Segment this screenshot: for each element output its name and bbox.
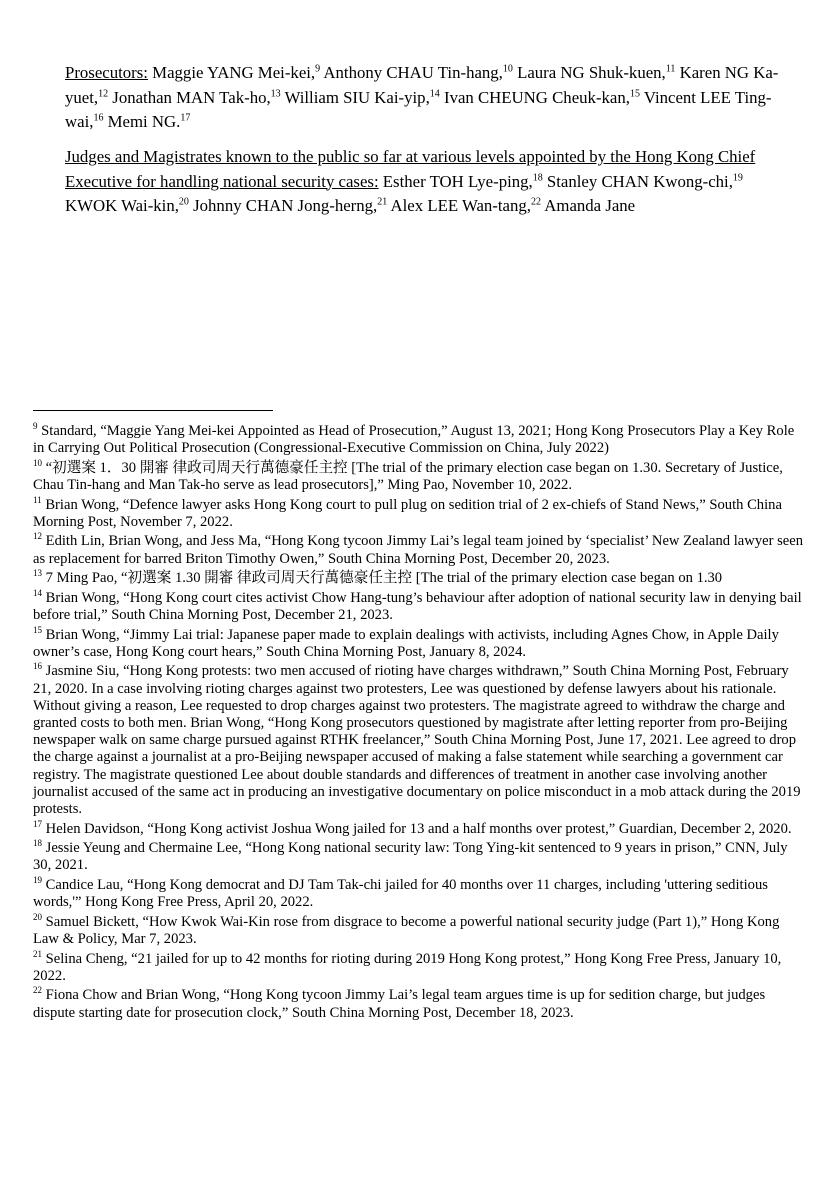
footnote [33,911,805,948]
footnote [33,457,805,494]
footnote-text: 7 Ming Pao, “初選案 1.30 開審 律政司周天行萬德豪任主控 [The trial of the primary election case began on 1.30 [42,570,723,587]
footnote [33,948,805,985]
footnote [33,818,805,838]
judge-name: Amanda Jane [541,196,636,215]
prosecutor-name: Jonathan MAN Tak-ho, [108,87,271,107]
judge-name: Stanley CHAN Kwong-chi, [542,171,733,191]
footnote-number: 9 [33,421,38,432]
footnote [33,987,805,1021]
footnote-text: Brian Wong, “Defence lawyer asks Hong Kong court to pull plug on sedition trial of 2 ex-chiefs of Stand News,” South China Morning Post, November 7, 2022. [33,496,782,530]
footnote-ref[interactable]: 15 [629,87,640,99]
judges-label: Judges and Magistrates known to the public so far at various levels appointed by the Hong Kong Chief Executive for handling national security cases: [65,147,756,191]
footnote [33,624,805,661]
footnote-text: Brian Wong, “Hong Kong court cites activist Chow Hang-tung’s behaviour after adoption of national security law in denying bail before trial,” South China Morning Post, December 21, 2023. [33,589,802,623]
prosecutor-name: William SIU Kai-yip, [280,87,430,107]
prosecutors-label: Prosecutors: [65,63,148,82]
prosecutors-paragraph [65,61,787,135]
footnote-text: Edith Lin, Brian Wong, and Jess Ma, “Hong Kong tycoon Jimmy Lai’s legal team joined by ‘specialist’ New Zealand lawyer seen as replacement for barred Briton Timothy Owen,” South China Morning Post, December 20, 2023. [33,533,804,567]
footnote-number: 22 [33,985,42,996]
footnote-ref[interactable]: 20 [178,196,189,208]
footnote-text: Samuel Bickett, “How Kwok Wai-Kin rose from disgrace to become a powerful national security judge (Part 1),” Hong Kong Law & Policy, Mar 7, 2023. [33,913,780,947]
footnote-text: Fiona Chow and Brian Wong, “Hong Kong tycoon Jimmy Lai’s legal team argues time is up for sedition charge, but judges dispute starting date for prosecution clock,” South China Morning Post, December 18, 2023. [33,987,766,1021]
footnote-number: 11 [33,494,42,505]
prosecutor-name: Vincent LEE Ting-wai, [65,87,772,131]
footnote-ref[interactable]: 9 [315,63,321,75]
footnote-number: 15 [33,624,42,635]
footnote-ref[interactable]: 19 [732,171,743,183]
footnote-ref[interactable]: 18 [532,171,543,183]
footnote [33,533,805,567]
prosecutor-name: Ivan CHEUNG Cheuk-kan, [439,87,630,107]
footnote-ref[interactable]: 11 [665,63,676,75]
footnote-ref[interactable]: 12 [98,87,109,99]
prosecutor-name: Karen NG Ka-yuet, [65,63,779,107]
footnote-number: 10 [33,457,42,468]
footnote-text: Jasmine Siu, “Hong Kong protests: two men accused of rioting have charges withdrawn,” South China Morning Post, February 21, 2020. In a case involving rioting charges against two protesters, Lee was questioned by defense lawyers about his rationale. Without giving a reason, Lee requested to drop charges against two protesters. The magistrate agreed to withdraw the charge and granted costs to both men. Brian Wong, “Hong Kong prosecutors questioned by magistrate after letting reporter from pro-Beijing newspaper walk on same charge pursued against RTHK freelancer,” South China Morning Post, June 17, 2021. Lee agreed to drop the charge against a journalist at a pro-Beijing newspaper accused of making a false statement while searching a government car registry. The magistrate questioned Lee about double standards and differences of treatment in another case involving another journalist accused of the same act in producing an investigative documentary on police misconduct in a mob attack during the 2019 protests. [33,663,801,817]
footnote-text: Brian Wong, “Jimmy Lai trial: Japanese paper made to explain dealings with activists, including Agnes Chow, in Apple Daily owner’s case, Hong Kong court hears,” South China Morning Post, January 8, 2024. [33,626,779,660]
footnote-ref[interactable]: 10 [502,63,513,75]
footnote [33,663,805,818]
judges-paragraph [65,145,787,219]
judge-name: Alex LEE Wan-tang, [387,196,531,215]
footnote-text: Standard, “Maggie Yang Mei-kei Appointed as Head of Prosecution,” August 13, 2021; Hong Kong Prosecutors Play a Key Role in Carrying Out Political Prosecution (Congressional-Executive Commission on China, July 2022) [33,423,795,457]
prosecutor-name: Memi NG. [103,112,181,131]
footnote-number: 13 [33,568,42,579]
footnote-number: 20 [33,911,42,922]
footnote-number: 19 [33,875,42,886]
footnote-text: Helen Davidson, “Hong Kong activist Joshua Wong jailed for 13 and a half months over protest,” Guardian, December 2, 2020. [42,820,792,837]
footnote-number: 16 [33,661,42,672]
footnote-number: 18 [33,838,42,849]
footnote-text: Jessie Yeung and Chermaine Lee, “Hong Kong national security law: Tong Ying-kit sentenced to 9 years in prison,” CNN, July 30, 2021. [33,840,788,874]
footnote-ref[interactable]: 21 [377,196,388,208]
judge-name: Johnny CHAN Jong-herng, [188,196,378,215]
footnote-ref[interactable]: 16 [93,112,104,124]
footnote [33,877,805,911]
footnote-number: 21 [33,948,42,959]
prosecutor-name: Anthony CHAU Tin-hang, [320,63,503,82]
footnote-ref[interactable]: 17 [180,112,191,124]
footnote-number: 14 [33,587,42,598]
footnote-ref[interactable]: 14 [429,87,440,99]
footnote-text: “初選案 1．30 開審 律政司周天行萬德豪任主控 [The trial of the primary election case began on 1.30. Secretary of Justice, Chau Tin-hang and Man Tak-ho serve as lead prosecutors],” Ming Pao, November 10, 2022. [33,459,783,493]
footnote [33,423,805,457]
footnote [33,840,805,874]
footnote [33,587,805,624]
footnote [33,494,805,531]
footnote-number: 12 [33,531,42,542]
prosecutor-name: Maggie YANG Mei-kei, [147,63,316,82]
judge-name: KWOK Wai-kin, [65,196,179,215]
footnote [33,570,805,587]
prosecutor-name: Laura NG Shuk-kuen, [512,63,666,82]
footnote-ref[interactable]: 22 [531,196,541,208]
judge-name: Esther TOH Lye-ping, [378,171,533,191]
footnote-ref[interactable]: 13 [270,87,281,99]
footnote-text: Candice Lau, “Hong Kong democrat and DJ Tam Tak-chi jailed for 40 months over 11 charges, including 'uttering seditious words,'” Hong Kong Free Press, April 20, 2022. [33,876,768,911]
footnote-number: 17 [33,818,42,829]
footnote-separator [33,410,273,411]
footnotes-section [33,423,805,1024]
footnote-text: Selina Cheng, “21 jailed for up to 42 months for rioting during 2019 Hong Kong protest,” Hong Kong Free Press, January 10, 2022. [33,950,782,984]
